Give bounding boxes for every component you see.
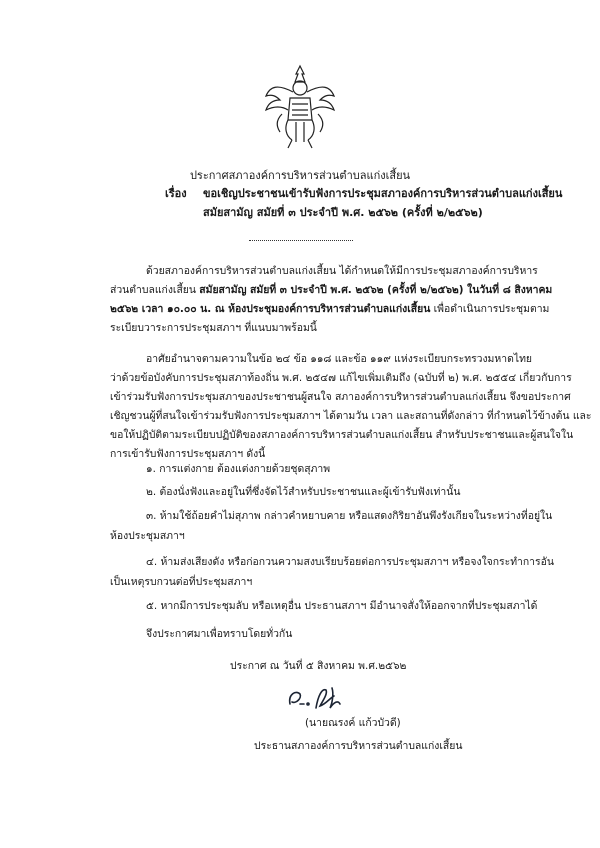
- p2-line2: ว่าด้วยข้อบังคับการประชุมสภาท้องถิ่น พ.ศ. ๒๕๔๗ แก้ไขเพิ่มเติมถึง (ฉบับที่ ๒) พ.ศ. ๒๕๕๔ เกี่ยวกับการ: [110, 372, 572, 384]
- announcement-date: ประกาศ ณ วันที่ ๕ สิงหาคม พ.ศ.๒๕๖๒: [230, 660, 407, 672]
- p1-line1: ด้วยสภาองค์การบริหารส่วนตำบลแก่งเสี้ยน ได้กำหนดให้มีการประชุมสภาองค์การบริหาร: [146, 265, 538, 277]
- rule-item-2: ๒. ต้องนั่งฟังและอยู่ในที่ซึ่งจัดไว้สำหรับประชาชนและผู้เข้ารับฟังเท่านั้น: [146, 486, 461, 498]
- p1-line2: [110, 281, 552, 300]
- p2-line1: อาศัยอำนาจตามความในข้อ ๒๔ ข้อ ๑๑๘ และข้อ ๑๑๙ แห่งระเบียบกระทรวงมหาดไทย: [146, 353, 533, 365]
- handwritten-signature: [282, 682, 362, 714]
- p2-line5: ขอให้ปฏิบัติตามระเบียบปฏิบัติของสภาองค์การบริหารส่วนตำบลแก่งเสี้ยน สำหรับประชาชนและผู้สนใจใน: [110, 429, 574, 441]
- rule-item-3-cont: ห้องประชุมสภาฯ: [110, 530, 185, 542]
- p1-line2b: สมัยสามัญ สมัยที่ ๓ ประจำปี พ.ศ. ๒๕๖๒ (ครั้งที่ ๒/๒๕๖๒) ในวันที่ ๘ สิงหาคม: [199, 284, 553, 296]
- signatory-name: (นายณรงค์ แก้วบัวดี): [305, 717, 401, 729]
- signatory-position: ประธานสภาองค์การบริหารส่วนตำบลแก่งเสี้ยน: [254, 740, 463, 752]
- closing-line: จึงประกาศมาเพื่อทราบโดยทั่วกัน: [146, 628, 293, 640]
- p1-line4: ระเบียบวาระการประชุมสภาฯ ที่แนบมาพร้อมนี้: [110, 322, 317, 334]
- p2-line3: เข้าร่วมรับฟังการประชุมสภาของประชาชนผู้สนใจ สภาองค์การบริหารส่วนตำบลแก่งเสี้ยน จึงขอประกาศ: [110, 391, 571, 403]
- p2-line6: การเข้ารับฟังการประชุมสภาฯ ดังนี้: [110, 448, 266, 460]
- rule-item-5: ๕. หากมีการประชุมลับ หรือเหตุอื่น ประธานสภาฯ มีอำนาจสั่งให้ออกจากที่ประชุมสภาได้: [146, 600, 538, 612]
- p1-line3b: เพื่อดำเนินการประชุมตาม: [430, 303, 550, 315]
- rule-item-4-cont: เป็นเหตุรบกวนต่อที่ประชุมสภาฯ: [110, 576, 253, 588]
- p2-line4: เชิญชวนผู้ที่สนใจเข้าร่วมรับฟังการประชุมสภาฯ ได้ตามวัน เวลา และสถานที่ดังกล่าว ที่กำหนดไว้ข้างต้น และ: [110, 410, 592, 422]
- p1-line3: [110, 300, 549, 319]
- subject-text-2: สมัยสามัญ สมัยที่ ๓ ประจำปี พ.ศ. ๒๕๖๒ (ครั้งที่ ๒/๒๕๖๒): [203, 206, 483, 219]
- document-title: ประกาศสภาองค์การบริหารส่วนตำบลแก่งเสี้ยน: [189, 169, 411, 182]
- garuda-emblem-icon: [262, 62, 338, 152]
- rule-item-1: ๑. การแต่งกาย ต้องแต่งกายด้วยชุดสุภาพ: [146, 463, 331, 475]
- subject-text: ขอเชิญประชาชนเข้ารับฟังการประชุมสภาองค์การบริหารส่วนตำบลแก่งเสี้ยน: [203, 187, 563, 200]
- p1-line2a: ส่วนตำบลแก่งเสี้ยน: [110, 284, 200, 296]
- subject-line: [165, 186, 562, 202]
- subject-line-2: [203, 205, 483, 221]
- dotted-divider: [249, 240, 353, 241]
- subject-label: เรื่อง: [165, 187, 187, 200]
- rule-item-3: ๓. ห้ามใช้ถ้อยคำไม่สุภาพ กล่าวคำหยาบคาย หรือแสดงกิริยาอันพึงรังเกียจในระหว่างที่อยู่ใน: [146, 510, 553, 522]
- rule-item-4: ๔. ห้ามส่งเสียงดัง หรือก่อกวนความสงบเรียบร้อยต่อการประชุมสภาฯ หรือจงใจกระทำการอัน: [146, 556, 554, 568]
- p1-line3a: ๒๕๖๒ เวลา ๑๐.๐๐ น. ณ ห้องประชุมองค์การบริหารส่วนตำบลแก่งเสี้ยน: [110, 303, 431, 315]
